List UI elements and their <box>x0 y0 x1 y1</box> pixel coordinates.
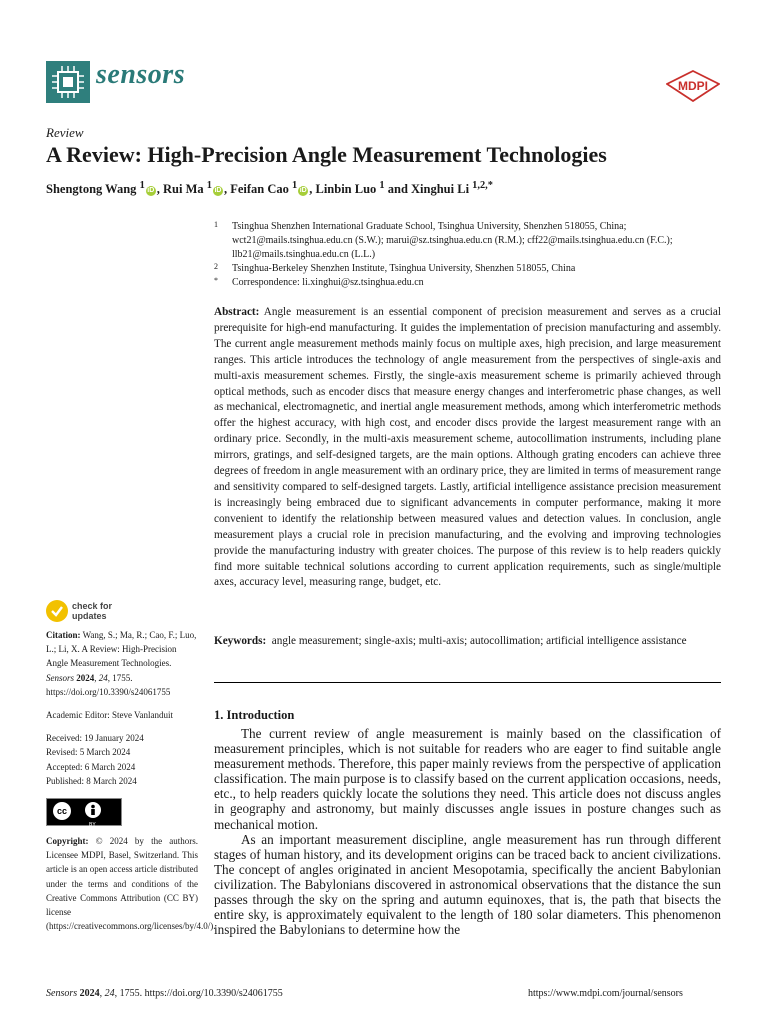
citation-label: Citation: <box>46 630 81 640</box>
copyright-label: Copyright: <box>46 836 89 847</box>
abstract-text: Angle measurement is an essential component of precision measurement and serves as a crucial prerequisite for high-end manufacturing. It guides the implementation of precision manufacturing and assembly. The current angle measurement methods mainly focus on multiple axes, high precision, and large measurement ranges. This article introduces the technology of angle measurement from the perspectives of single-axis and multi-axis measurement schemes. Firstly, the single-axis measurement scheme is primarily achieved through optical methods, such as encoder discs that measure energy changes and interferometric phase changes, as well as mechanical, electromagnetic, and inertial angle measurement methods, among which interferometric methods offer the highest accuracy, with high cost, and encoder discs provide the largest measurement range with an ordinary price. Secondly, in the multi-axis measurement scheme, autocollimation instruments, including plane mirrors, gratings, and self-designed targets, are the main options. Although grating encoders can achieve three degrees of freedom in angle measurement with an ordinary price, they are limited in terms of measurement range and sensitivity compared to self-designed targets. Lastly, artificial intelligence assistance precision measurement is increasingly being embraced due to significant advancements in computer performance, making it more convenient to identify the relationship between measured values and detection values. In conclusion, angle measurement plays a crucial role in precision manufacturing, and the evolving and improving technologies provide the manufacturing industry with greater choices. The purpose of this review is to help readers quickly find more suitable technical solutions according to current application requirements, such as single/multiple axes, accuracy level, measuring range, budget, etc. <box>214 306 721 589</box>
author-affiliation-mark: 1,2,* <box>472 180 493 191</box>
footer-journal: Sensors <box>46 988 78 999</box>
publisher-name: MDPI <box>678 79 708 93</box>
affiliation-item <box>214 276 734 290</box>
author-separator: , <box>309 182 316 197</box>
orcid-icon[interactable]: iD <box>214 187 222 195</box>
keywords-text: angle measurement; single-axis; multi-axis; autocollimation; artificial intelligence assistance <box>271 635 687 647</box>
abstract-label: Abstract: <box>214 306 260 318</box>
article-type: Review <box>46 125 84 140</box>
author-affiliation-mark: 1 <box>139 180 145 191</box>
affiliation-mark: * <box>214 276 218 285</box>
journal-logo-icon <box>46 61 90 103</box>
author-separator: and <box>384 182 412 197</box>
cc-by-license-badge[interactable] <box>46 798 122 829</box>
author-list <box>46 180 493 197</box>
introduction-body <box>214 726 721 937</box>
check-updates-icon <box>46 600 68 622</box>
footer-year: 2024 <box>79 988 100 999</box>
citation-pages: , 1755. <box>107 672 133 683</box>
accepted-date: Accepted: 6 March 2024 <box>46 761 136 772</box>
author-separator: , <box>156 182 164 197</box>
author-separator: , <box>223 182 231 197</box>
paragraph: The current review of angle measurement is mainly based on the classification of measurement principles, which is not suitable for readers who are eager to find suitable angle measurement methods. Therefore, this paper mainly reviews from the perspective of application classification. The main purpose is to classify based on the current application occasions, needs, etc., to help readers quickly locate the solutions they need. This article does not discuss angles in geography and astronomy, but mainly discusses angle issues in posture changes such as mechanical motion. <box>214 726 721 832</box>
author-affiliation-mark: 1 <box>292 180 298 191</box>
check-updates-label <box>72 601 112 621</box>
keywords-label: Keywords: <box>214 635 267 647</box>
footer-volume: 24 <box>104 988 115 999</box>
footer-journal-url[interactable]: https://www.mdpi.com/journal/sensors <box>528 988 683 999</box>
check-updates-line1: check for <box>72 601 113 611</box>
affiliation-mark: 1 <box>214 220 218 229</box>
author-affiliation-mark: 1 <box>206 180 212 191</box>
author-name[interactable]: Rui Ma <box>163 182 204 197</box>
footer-doi[interactable]: , 1755. https://doi.org/10.3390/s24061755 <box>114 988 283 999</box>
academic-editor: Academic Editor: Steve Vanlanduit <box>46 710 174 721</box>
copyright <box>46 834 216 933</box>
copyright-text: © 2024 by the authors. Licensee MDPI, Basel, Switzerland. This article is an open access article distributed under the terms and conditions of the Creative Commons Attribution (CC BY) license (https://creativecommons.org/licenses/by/4.0/). <box>46 836 216 932</box>
author-name[interactable]: Linbin Luo <box>315 182 377 197</box>
correspondence-email[interactable]: Correspondence: li.xinghui@sz.tsinghua.edu.cn <box>232 277 424 288</box>
mdpi-logo <box>666 70 720 102</box>
orcid-icon[interactable]: iD <box>299 187 307 195</box>
author-name[interactable]: Shengtong Wang <box>46 182 137 197</box>
cc-icon: cc <box>53 802 71 820</box>
affiliation-mark: 2 <box>214 262 218 271</box>
affiliation-text: Tsinghua Shenzhen International Graduate School, Tsinghua University, Shenzhen 518055, China; wct21@mails.tsinghua.edu.cn (S.W.); marui@sz.tsinghua.edu.cn (R.M.); cff22@mails.tsinghua.edu.cn (F.C.); llb21@mails.tsinghua.edu.cn (L.L.) <box>232 221 673 260</box>
check-updates-line2: updates <box>72 611 107 621</box>
author-name[interactable]: Xinghui Li <box>411 182 470 197</box>
by-label: BY <box>89 822 96 829</box>
paragraph: As an important measurement discipline, angle measurement has run through different stages of human history, and its development origins can be traced back to ancient civilizations. The concept of angles originated in ancient Mesopotamia, specifically the ancient Babylonian civilization. The Babylonians discovered in astronomical observations that the distance the sun passes through the sky on the spring and autumn equinoxes, that is, the path that bisects the entire sky, is approximately equivalent to the length of 180 solar diameters. This phenomenon inspired the Babylonians to determine how the <box>214 831 721 938</box>
published-date: Published: 8 March 2024 <box>46 775 137 786</box>
affiliation-item <box>214 220 734 262</box>
keywords <box>214 634 721 650</box>
citation-year: 2024 <box>76 672 95 683</box>
affiliations <box>214 220 734 290</box>
author-name[interactable]: Feifan Cao <box>230 182 289 197</box>
abstract <box>214 305 721 591</box>
citation-text: Wang, S.; Ma, R.; Cao, F.; Luo, L.; Li, X. A Review: High-Precision Angle Measurement Technologies. <box>46 630 197 669</box>
check-for-updates-button[interactable] <box>46 600 146 624</box>
section-divider <box>214 682 721 683</box>
citation-doi-link[interactable]: https://doi.org/10.3390/s24061755 <box>46 686 171 697</box>
orcid-icon[interactable]: iD <box>147 187 155 195</box>
citation-journal: Sensors <box>46 672 75 683</box>
sidebar <box>46 628 216 933</box>
citation: Citation: Wang, S.; Ma, R.; Cao, F.; Luo, L.; Li, X. A Review: High-Precision Angle Measurement Technologies. Sensors 2024, 24, 1755. https://doi.org/10.3390/s24061755 <box>46 630 197 697</box>
person-icon <box>85 802 101 818</box>
affiliation-text: Tsinghua-Berkeley Shenzhen Institute, Tsinghua University, Shenzhen 518055, China <box>232 263 576 274</box>
author-affiliation-mark: 1 <box>379 180 385 191</box>
citation-volume: 24 <box>98 672 108 683</box>
affiliation-item <box>214 262 734 276</box>
footer-citation: Sensors 2024, 24, 1755. https://doi.org/10.3390/s24061755 <box>46 988 283 999</box>
received-date: Received: 19 January 2024 <box>46 733 144 744</box>
section-heading: 1. Introduction <box>214 708 295 722</box>
journal-name: sensors <box>96 59 186 90</box>
article-title: A Review: High-Precision Angle Measurement Technologies <box>46 142 607 167</box>
revised-date: Revised: 5 March 2024 <box>46 747 131 758</box>
